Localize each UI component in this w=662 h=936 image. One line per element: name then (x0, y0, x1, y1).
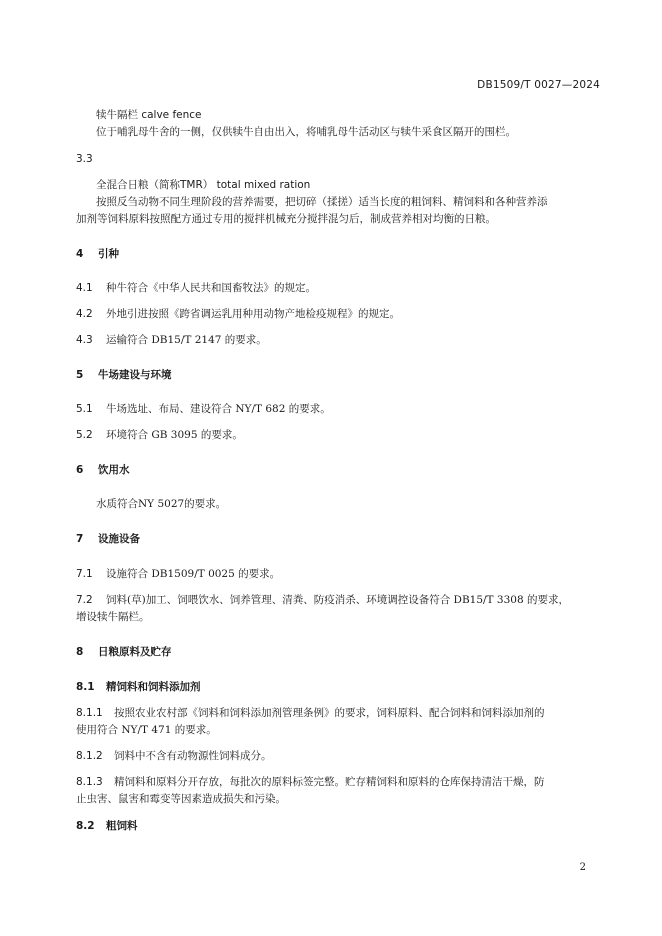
section-4-heading (76, 247, 119, 261)
clause-5-2-text: 环境符合 GB 3095 的要求。 (106, 429, 243, 441)
clause-4-2-number: 4.2 (76, 308, 93, 320)
clause-4-3-text: 运输符合 DB15/T 2147 的要求。 (106, 334, 267, 346)
clause-8-1-3-line-2: 止虫害、鼠害和霉变等因素造成损失和污染。 (76, 793, 286, 805)
section-6-heading (76, 463, 130, 477)
clause-8-1-2-text: 饲料中不含有动物源性饲料成分。 (114, 750, 272, 762)
clause-8-1-1-text-line-1: 按照农业农村部《饲料和饲料添加剂管理条例》的要求，饲料原料、配合饲料和饲料添加剂的 (114, 707, 545, 719)
page-number: 2 (579, 862, 586, 873)
subsection-8-2-title: 粗饲料 (106, 820, 138, 832)
subsection-8-1-number: 8.1 (76, 681, 95, 693)
clause-7-2-line-1 (76, 593, 569, 607)
term-number-3-3: 3.3 (76, 153, 93, 165)
clause-7-2-number: 7.2 (76, 594, 93, 606)
section-4-number: 4 (76, 248, 84, 260)
section-8-heading (76, 645, 172, 659)
clause-8-1-2 (76, 749, 272, 763)
clause-8-1-1-number: 8.1.1 (76, 707, 103, 719)
section-7-number: 7 (76, 533, 84, 545)
clause-5-1 (76, 402, 331, 416)
clause-7-1-number: 7.1 (76, 568, 93, 580)
clause-4-2-text: 外地引进按照《跨省调运乳用种用动物产地检疫规程》的规定。 (106, 308, 400, 320)
clause-8-1-3-number: 8.1.3 (76, 776, 103, 788)
clause-7-1 (76, 567, 280, 581)
document-code-header: DB1509/T 0027—2024 (477, 79, 600, 91)
clause-4-1-text: 种牛符合《中华人民共和国畜牧法》的规定。 (106, 282, 316, 294)
clause-8-1-2-number: 8.1.2 (76, 750, 103, 762)
term-calve-fence-title: 犊牛隔栏 calve fence (96, 109, 202, 121)
section-8-number: 8 (76, 646, 84, 658)
clause-8-1-3-line-1 (76, 775, 545, 789)
section-6-title: 饮用水 (98, 464, 130, 476)
section-5-number: 5 (76, 369, 84, 381)
section-7-heading (76, 532, 140, 546)
clause-7-2-line-2: 增设犊牛隔栏。 (76, 611, 150, 623)
section-6-text: 水质符合NY 5027的要求。 (96, 498, 227, 510)
clause-4-1-number: 4.1 (76, 282, 93, 294)
clause-5-2-number: 5.2 (76, 429, 93, 441)
clause-5-1-number: 5.1 (76, 403, 93, 415)
term-calve-fence-definition: 位于哺乳母牛舍的一侧，仅供犊牛自由出入，将哺乳母牛活动区与犊牛采食区隔开的围栏。 (96, 126, 516, 138)
subsection-8-1-title: 精饲料和饲料添加剂 (106, 681, 201, 693)
section-8-title: 日粮原料及贮存 (98, 646, 172, 658)
section-4-title: 引种 (98, 248, 119, 260)
term-tmr-definition-line-1: 按照反刍动物不同生理阶段的营养需要，把切碎（揉搓）适当长度的粗饲料、精饲料和各种营养添 (96, 196, 548, 208)
clause-4-2 (76, 307, 400, 321)
section-7-title: 设施设备 (98, 533, 140, 545)
term-tmr-definition-line-2: 加剂等饲料原料按照配方通过专用的搅拌机械充分搅拌混匀后，制成营养相对均衡的日粮。 (76, 213, 496, 225)
clause-8-1-1-line-2: 使用符合 NY/T 471 的要求。 (76, 724, 217, 736)
section-6-number: 6 (76, 464, 84, 476)
clause-4-3-number: 4.3 (76, 334, 93, 346)
section-5-heading (76, 368, 172, 382)
subsection-8-1-heading (76, 680, 201, 694)
clause-8-1-1-line-1 (76, 706, 545, 720)
clause-8-1-3-text-line-1: 精饲料和原料分开存放，每批次的原料标签完整。贮存精饲料和原料的仓库保持清洁干燥，防 (114, 776, 545, 788)
section-5-title: 牛场建设与环境 (98, 369, 172, 381)
clause-4-3 (76, 333, 267, 347)
clause-7-1-text: 设施符合 DB1509/T 0025 的要求。 (106, 568, 281, 580)
term-tmr-title: 全混合日粮（简称TMR） total mixed ration (96, 179, 311, 191)
subsection-8-2-heading (76, 819, 138, 833)
clause-7-2-text-line-1: 饲料(草)加工、饲喂饮水、饲养管理、清粪、防疫消杀、环境调控设备符合 DB15/T 3308 的要求， (106, 594, 569, 606)
clause-4-1 (76, 281, 316, 295)
clause-5-1-text: 牛场选址、布局、建设符合 NY/T 682 的要求。 (106, 403, 331, 415)
subsection-8-2-number: 8.2 (76, 820, 95, 832)
clause-5-2 (76, 428, 243, 442)
